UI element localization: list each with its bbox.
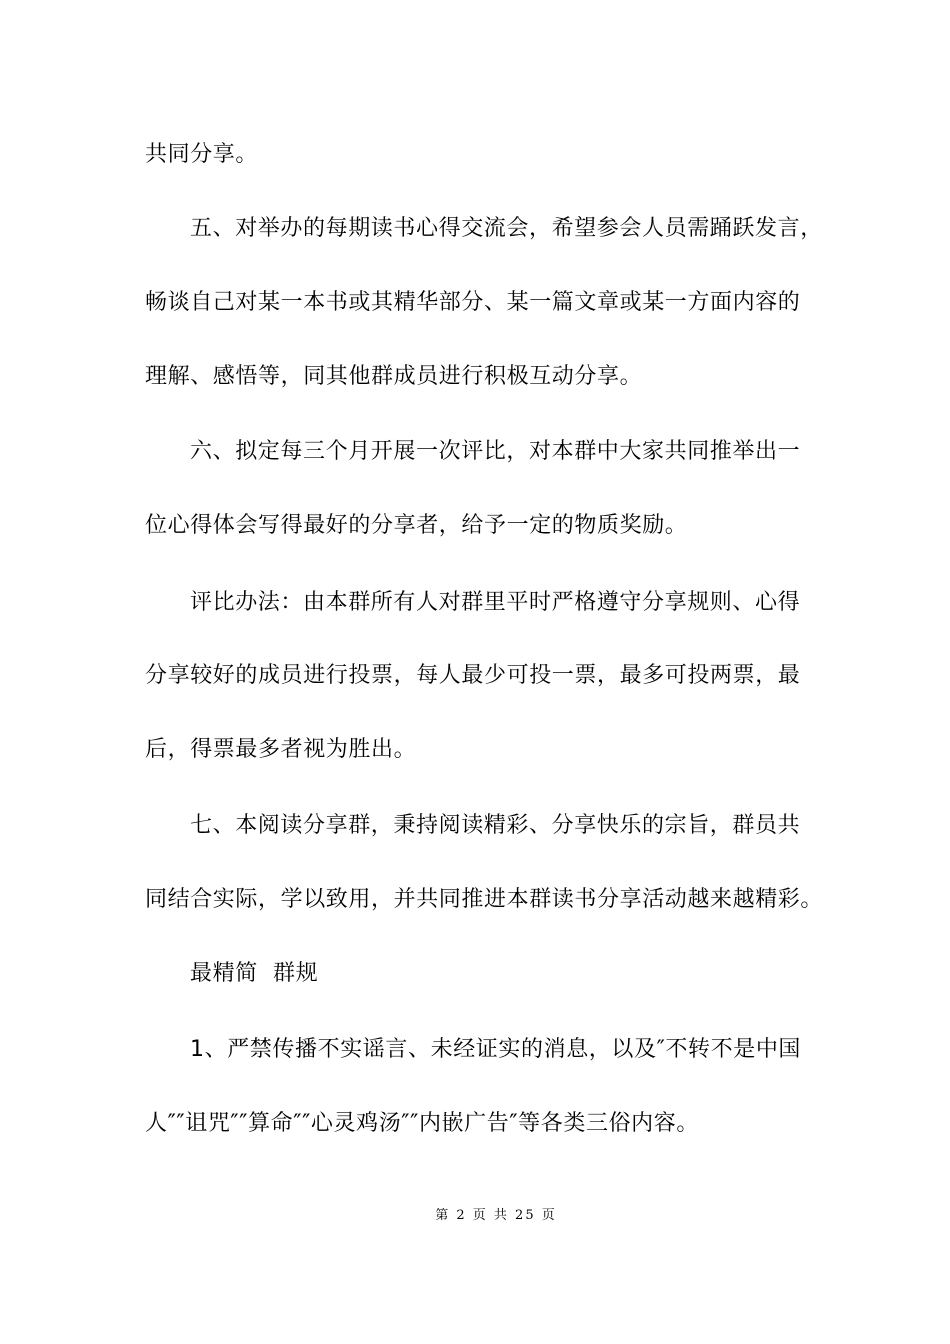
paragraph-line: 共同分享。 (145, 142, 259, 167)
paragraph-line: 后，得票最多者视为胜出。 (145, 737, 417, 762)
section-heading: 最精简 群规 (190, 961, 319, 986)
paragraph-line: 畅谈自己对某一本书或其精华部分、某一篇文章或某一方面内容的 (145, 290, 801, 315)
paragraph-line: 五、对举办的每期读书心得交流会，希望参会人员需踊跃发言， (190, 216, 823, 241)
paragraph-line: 六、拟定每三个月开展一次评比，对本群中大家共同推举出一 (190, 439, 801, 464)
paragraph-line: 七、本阅读分享群，秉持阅读精彩、分享快乐的宗旨，群员共 (190, 813, 801, 838)
paragraph-line: 人″″诅咒″″算命″″心灵鸡汤″″内嵌广告″等各类三俗内容。 (145, 1111, 699, 1136)
page-number-footer: 第 2 页 共 25 页 (435, 1208, 557, 1223)
paragraph-line: 同结合实际，学以致用，并共同推进本群读书分享活动越来越精彩。 (145, 887, 824, 912)
paragraph-line: 1、严禁传播不实谣言、未经证实的消息，以及″不转不是中国 (190, 1037, 802, 1062)
paragraph-line: 分享较好的成员进行投票，每人最少可投一票，最多可投两票，最 (145, 663, 801, 688)
paragraph-line: 评比办法：由本群所有人对群里平时严格遵守分享规则、心得 (190, 590, 801, 615)
paragraph-line: 位心得体会写得最好的分享者，给予一定的物质奖励。 (145, 513, 688, 538)
paragraph-line: 理解、感悟等，同其他群成员进行积极互动分享。 (145, 364, 643, 389)
